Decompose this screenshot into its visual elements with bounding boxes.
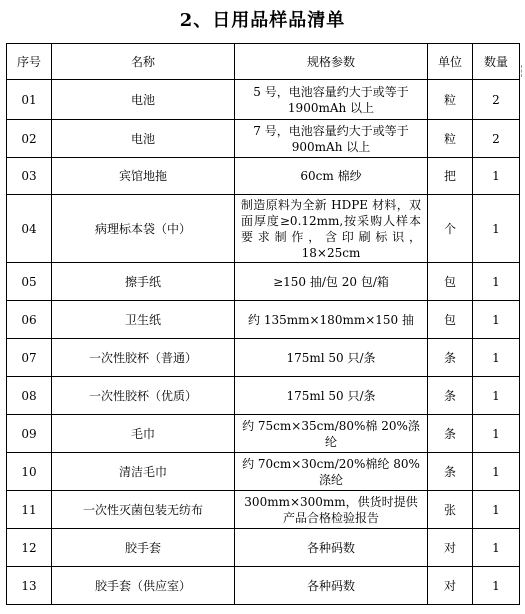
cell-unit: 包 <box>428 301 473 339</box>
cell-spec: ≥150 抽/包 20 包/箱 <box>235 263 428 301</box>
header-spec: 规格参数 <box>235 44 428 80</box>
cell-unit: 对 <box>428 567 473 605</box>
cell-spec: 5 号，电池容量约大于或等于 1900mAh 以上 <box>235 80 428 120</box>
cell-unit: 条 <box>428 339 473 377</box>
cell-name: 清洁毛巾 <box>52 453 235 491</box>
cell-seq: 05 <box>7 263 52 301</box>
document-title: 2、日用品样品清单 <box>179 10 346 31</box>
cell-name: 一次性灭菌包装无纺布 <box>52 491 235 529</box>
table-row <box>7 158 520 195</box>
cell-spec: 各种码数 <box>235 567 428 605</box>
header-seq: 序号 <box>7 44 52 80</box>
table-row <box>7 529 520 567</box>
cell-spec: 制造原料为全新 HDPE 材料，双面厚度≥0.12mm,按采购人样本要求制作，含印刷标识，18×25cm <box>235 195 428 263</box>
table-row <box>7 301 520 339</box>
cell-name: 电池 <box>52 80 235 120</box>
cell-spec: 约 75cm×35cm/80%棉 20%涤纶 <box>235 415 428 453</box>
table-row <box>7 195 520 263</box>
cell-unit: 条 <box>428 377 473 415</box>
cell-name: 卫生纸 <box>52 301 235 339</box>
cell-spec: 约 135mm×180mm×150 抽 <box>235 301 428 339</box>
header-unit: 单位 <box>428 44 473 80</box>
cell-spec: 约 70cm×30cm/20%棉纶 80%涤纶 <box>235 453 428 491</box>
cell-unit: 把 <box>428 158 473 195</box>
cell-seq: 09 <box>7 415 52 453</box>
cell-seq: 07 <box>7 339 52 377</box>
cell-qty: 1 <box>473 263 520 301</box>
cell-qty: 1 <box>473 491 520 529</box>
sample-list-table <box>6 43 520 605</box>
cell-qty: 1 <box>473 301 520 339</box>
cell-qty: 1 <box>473 567 520 605</box>
cell-unit: 粒 <box>428 120 473 158</box>
cell-seq: 06 <box>7 301 52 339</box>
cell-name: 一次性胶杯（优质） <box>52 377 235 415</box>
cell-unit: 张 <box>428 491 473 529</box>
cell-seq: 10 <box>7 453 52 491</box>
cell-qty: 1 <box>473 377 520 415</box>
table-header-row <box>7 44 520 80</box>
cell-name: 电池 <box>52 120 235 158</box>
table-row <box>7 377 520 415</box>
cell-spec: 7 号，电池容量约大于或等于 900mAh 以上 <box>235 120 428 158</box>
cell-name: 胶手套 <box>52 529 235 567</box>
cell-unit: 粒 <box>428 80 473 120</box>
cell-spec: 300mm×300mm，供货时提供产品合格检验报告 <box>235 491 428 529</box>
cell-seq: 02 <box>7 120 52 158</box>
cell-seq: 03 <box>7 158 52 195</box>
cell-qty: 1 <box>473 529 520 567</box>
cell-qty: 1 <box>473 339 520 377</box>
cell-seq: 13 <box>7 567 52 605</box>
cell-spec: 60cm 棉纱 <box>235 158 428 195</box>
cell-seq: 11 <box>7 491 52 529</box>
cell-unit: 包 <box>428 263 473 301</box>
cell-spec: 175ml 50 只/条 <box>235 377 428 415</box>
header-qty: 数量 <box>473 44 520 80</box>
cell-qty: 1 <box>473 195 520 263</box>
table-row <box>7 491 520 529</box>
cell-unit: 条 <box>428 453 473 491</box>
cell-name: 胶手套（供应室） <box>52 567 235 605</box>
cell-qty: 1 <box>473 453 520 491</box>
cell-name: 一次性胶杯（普通） <box>52 339 235 377</box>
cell-qty: 1 <box>473 415 520 453</box>
cell-seq: 01 <box>7 80 52 120</box>
cell-seq: 12 <box>7 529 52 567</box>
cell-qty: 2 <box>473 120 520 158</box>
cell-name: 擦手纸 <box>52 263 235 301</box>
cell-unit: 对 <box>428 529 473 567</box>
cell-name: 病理标本袋（中） <box>52 195 235 263</box>
cell-name: 毛巾 <box>52 415 235 453</box>
header-name: 名称 <box>52 44 235 80</box>
cell-name: 宾馆地拖 <box>52 158 235 195</box>
table-row <box>7 339 520 377</box>
table-row <box>7 415 520 453</box>
table-row <box>7 453 520 491</box>
table-row <box>7 80 520 120</box>
table-row <box>7 567 520 605</box>
table-row <box>7 263 520 301</box>
cell-unit: 个 <box>428 195 473 263</box>
table-row <box>7 120 520 158</box>
cell-seq: 08 <box>7 377 52 415</box>
cell-unit: 条 <box>428 415 473 453</box>
cell-qty: 2 <box>473 80 520 120</box>
cell-spec: 175ml 50 只/条 <box>235 339 428 377</box>
cell-spec: 各种码数 <box>235 529 428 567</box>
cell-seq: 04 <box>7 195 52 263</box>
cell-qty: 1 <box>473 158 520 195</box>
